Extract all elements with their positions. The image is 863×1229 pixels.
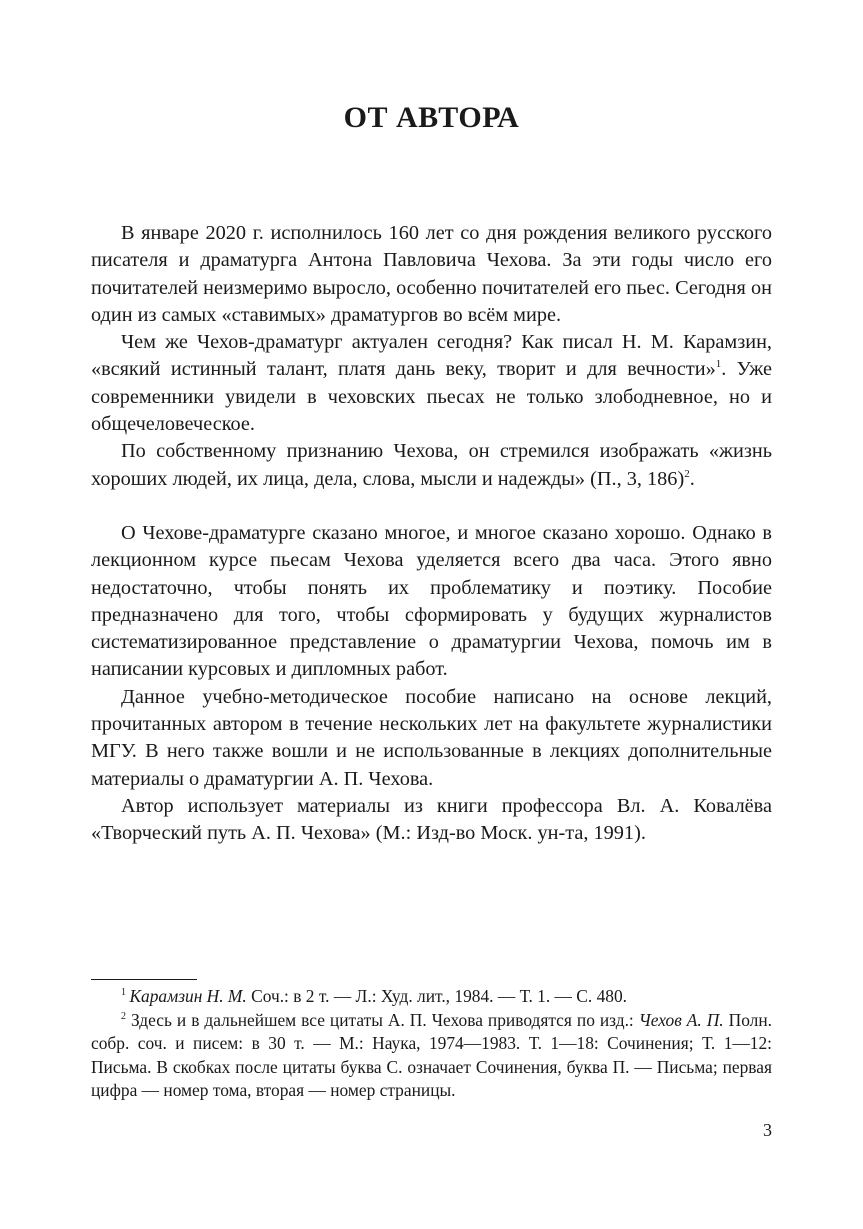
footnote-divider [91,979,197,980]
footnote-1 [91,985,772,1009]
footnote-2 [91,1009,772,1103]
paragraph-anniversary: В январе 2020 г. исполнилось 160 лет со дня рождения великого русского писателя и драматурга Антона Павловича Чехова. За эти годы число его почитателей неизмеримо выросло, особенно почитателей его пьес. Сегодня он один из самых «ставимых» драматургов во всём мире. [91,222,772,326]
footnote-ref-1: 1 [715,358,722,371]
footnotes [91,985,772,1103]
paragraph-sources: Автор использует материалы из книги профессора Вл. А. Ковалёва «Творческий путь А. П. Чехова» (М.: Изд-во Моск. ун-та, 1991). [91,794,772,845]
paragraph-origin: Данное учебно-методическое пособие написано на основе лекций, прочитанных автором в течение нескольких лет на факультете журналистики МГУ. В него также вошли и не использованные в лекциях дополнительные материалы о драматургии А. П. Чехова. [91,685,772,790]
paragraph-confession [91,438,772,493]
paragraph-confession-text: По собственному признанию Чехова, он стремился изображать «жизнь хороших людей, их лица, дела, слова, мысли и надежды» (П., 3, 186) [91,440,772,490]
page-number: 3 [763,1120,772,1140]
paragraph-purpose: О Чехове-драматурге сказано многое, и многое сказано хорошо. Однако в лекционном курсе пьесам Чехова уделяется всего два часа. Этого явно недостаточно, чтобы понять их проблематику и поэтику. Пособие предназначено для того, чтобы сформировать у будущих журналистов систематизированное представление о драматургии Чехова, помочь им в написании курсовых и дипломных работ. [91,521,772,681]
paragraph-relevance [91,329,772,438]
main-text [91,220,772,848]
footnote-2-text-end: Полн. собр. соч. и писем: в 30 т. — М.: Наука, 1974—1983. Т. 1—18: Сочинения; Т. 1—12: Письма. В скобках после цитаты буква С. означает Сочинения, буква П. — Письма; первая цифра — номер тома, вторая — номер страницы. [91,1009,772,1101]
paragraph-relevance-text-end: . Уже современники увидели в чеховских пьесах не только злободневное, но и общечеловеческое. [91,358,773,436]
paragraph-relevance-text: Чем же Чехов-драматург актуален сегодня? Как писал Н. М. Карамзин, «всякий истинный талант, платя дань веку, творит и для вечности» [91,331,772,381]
footnote-2-author: Чехов А. П. [638,1009,724,1030]
footnote-2-text: Здесь и в дальнейшем все цитаты А. П. Чехова приводятся по изд.: [126,1009,639,1030]
footnote-ref-2: 2 [684,467,690,480]
footnote-1-author: Карамзин Н. М. [129,986,247,1006]
paragraph-confession-text-end: . [689,467,695,490]
footnote-1-number: 1 [121,987,126,999]
footnote-1-text: Соч.: в 2 т. — Л.: Худ. лит., 1984. — Т. 1. — С. 480. [246,986,628,1006]
footnote-2-number: 2 [121,1010,126,1022]
page-title: ОТ АВТОРА [343,101,520,134]
